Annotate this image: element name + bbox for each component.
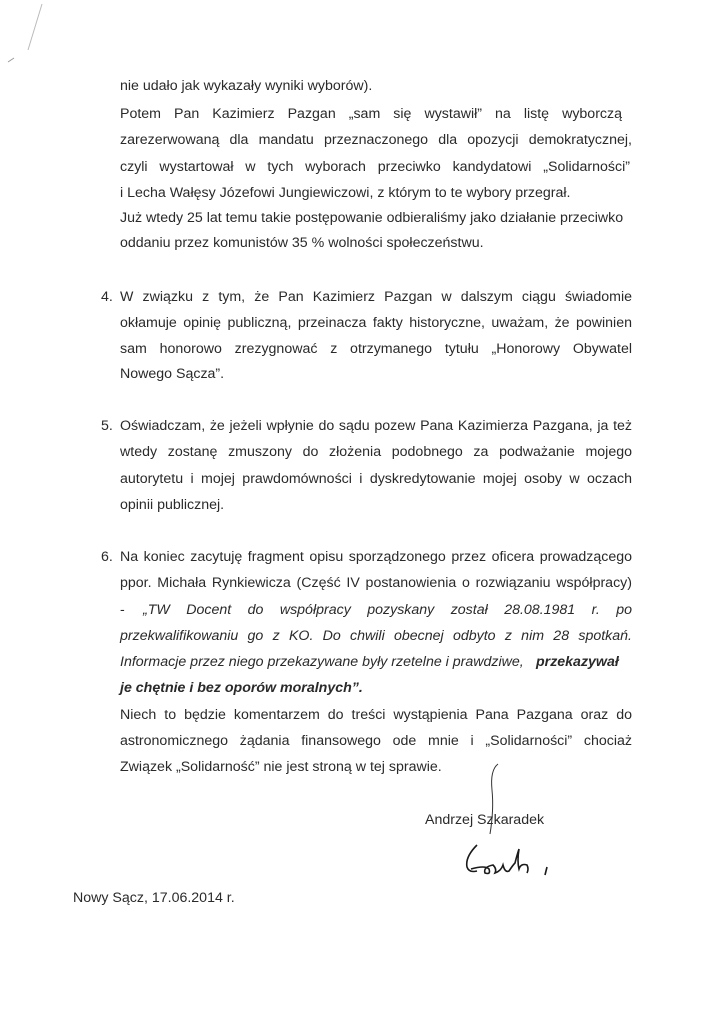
intro-line: nie udało jak wykazały wyniki wyborów). — [120, 78, 373, 94]
item-line: Niech to będzie komentarzem do treści wystąpienia Pana Pazgana oraz do — [120, 707, 632, 723]
item-line: opinii publicznej. — [120, 497, 225, 513]
item-line: okłamuje opinię publiczną, przeinacza fakty historyczne, uważam, że powinien — [120, 315, 632, 331]
item-line: wtedy zostanę zmuszony do złożenia podobnego za podważanie mojego — [120, 444, 632, 460]
signatory-name: Andrzej Szkaradek — [425, 812, 545, 828]
place-date: Nowy Sącz, 17.06.2014 r. — [73, 890, 235, 906]
item-line: Związek „Solidarność” nie jest stroną w tej sprawie. — [120, 759, 442, 775]
intro-line: i Lecha Wałęsy Józefowi Jungiewiczowi, z którym to te wybory przegrał. — [120, 185, 571, 201]
intro-line: zarezerwowaną dla mandatu przeznaczonego dla opozycji demokratycznej, — [120, 132, 632, 148]
handwritten-signature — [455, 835, 555, 880]
item-line: Na koniec zacytuję fragment opisu sporządzonego przez oficera prowadzącego — [120, 549, 632, 565]
quote-line: Informacje przez niego przekazywane były rzetelne i prawdziwe, — [120, 654, 524, 670]
quote-bold-text: je chętnie i bez oporów moralnych”. — [120, 680, 363, 696]
item-line: autorytetu i mojej prawdomówności i dyskredytowanie mojej osoby w oczach — [120, 471, 632, 487]
item-line: ppor. Michała Rynkiewicza (Część IV postanowienia o rozwiązaniu współpracy) — [120, 575, 632, 591]
item-number: 4. — [101, 289, 113, 305]
intro-line: czyli wystartował w tych wyborach przeciwko kandydatowi „Solidarności” — [120, 159, 630, 175]
quote-line: „TW Docent do współpracy pozyskany został 28.08.1981 r. po — [143, 602, 632, 618]
item-line: sam honorowo zrezygnować z otrzymanego tytułu „Honorowy Obywatel — [120, 341, 632, 357]
item-line: Oświadczam, że jeżeli wpłynie do sądu pozew Pana Kazimierza Pazgana, ja też — [120, 418, 632, 434]
item-line: astronomicznego żądania finansowego ode mnie i „Solidarności” chociaż — [120, 733, 632, 749]
intro-line: Już wtedy 25 lat temu takie postępowanie odbieraliśmy jako działanie przeciwko — [120, 210, 624, 226]
item-number: 6. — [101, 549, 113, 565]
item-number: 5. — [101, 418, 113, 434]
quote-dash: - — [120, 602, 125, 618]
item-line: Nowego Sącza”. — [120, 366, 225, 382]
quote-line: przekwalifikowaniu go z KO. Do chwili obecnej odbyto z nim 28 spotkań. — [120, 628, 632, 644]
intro-line: Potem Pan Kazimierz Pazgan „sam się wystawił” na listę wyborczą — [120, 106, 622, 122]
item-line: W związku z tym, że Pan Kazimierz Pazgan w dalszym ciągu świadomie — [120, 289, 632, 305]
scan-artifact-mark — [0, 0, 60, 80]
quote-bold-text: przekazywał — [536, 654, 619, 670]
signature-stroke — [478, 760, 508, 840]
intro-line: oddaniu przez komunistów 35 % wolności społeczeństwu. — [120, 235, 484, 251]
